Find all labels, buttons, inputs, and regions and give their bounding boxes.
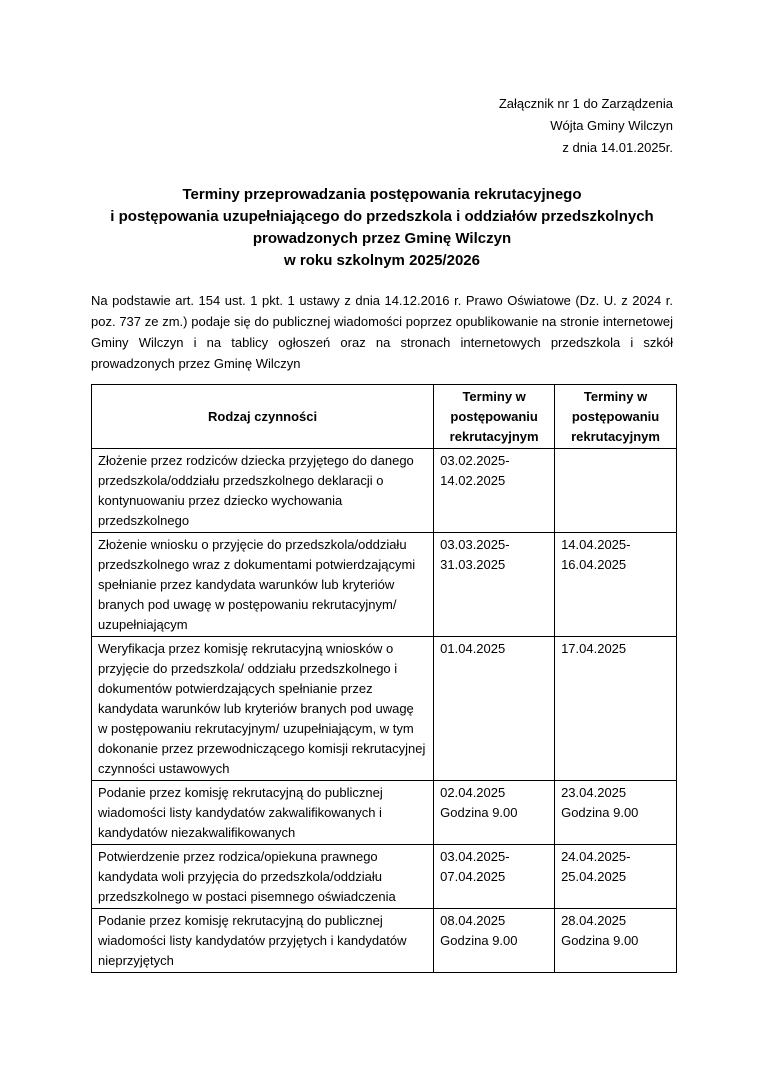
cell-line: Złożenie wniosku o przyjęcie do przedszkola/oddziału [98,537,407,552]
cell-line: 03.04.2025- [440,849,510,864]
header-activity: Rodzaj czynności [92,385,434,449]
cell-line: uzupełniającym [98,617,188,632]
cell-recruitment-date [434,781,555,845]
cell-line: 17.04.2025 [561,641,627,656]
cell-line: 07.04.2025 [440,869,506,884]
table-body [92,449,677,973]
header-line: Terminy w [462,389,526,404]
cell-line: 28.04.2025 [561,913,627,928]
cell-recruitment-date [434,449,555,533]
table-row [92,781,677,845]
cell-line: 23.04.2025 [561,785,627,800]
header-line: rekrutacyjnym [449,429,539,444]
header-recruitment [434,385,555,449]
cell-line: Podanie przez komisję rekrutacyjną do publicznej [98,785,383,800]
cell-line: 01.04.2025 [440,641,506,656]
cell-line: wiadomości listy kandydatów przyjętych i kandydatów [98,933,407,948]
cell-line: 03.02.2025- [440,453,510,468]
cell-line: spełnianie przez kandydata warunków lub kryteriów [98,577,395,592]
cell-activity [92,449,434,533]
title-line: Terminy przeprowadzania postępowania rekrutacyjnego [182,186,582,203]
cell-activity [92,781,434,845]
cell-line: branych pod uwagę w postępowaniu rekrutacyjnym/ [98,597,397,612]
cell-supplementary-date [555,909,677,973]
header-line: postępowaniu [450,409,538,424]
table-row [92,533,677,637]
document-title [0,184,764,272]
table-row [92,909,677,973]
header-line: Wójta Gminy Wilczyn [550,118,673,133]
title-line: prowadzonych przez Gminę Wilczyn [252,230,512,247]
cell-recruitment-date [434,845,555,909]
cell-line: przedszkola/oddziału przedszkolnego deklaracji o [98,473,384,488]
header-line: z dnia 14.01.2025r. [562,140,673,155]
cell-recruitment-date [434,909,555,973]
cell-line: w postępowaniu rekrutacyjnym/ uzupełniającym, w tym [98,721,414,736]
table-row [92,637,677,781]
title-line: i postępowania uzupełniającego do przedszkola i oddziałów przedszkolnych [110,208,654,225]
cell-line: 25.04.2025 [561,869,627,884]
cell-line: 02.04.2025 [440,785,506,800]
cell-activity [92,637,434,781]
cell-supplementary-date [555,533,677,637]
cell-line: 08.04.2025 [440,913,506,928]
cell-line: dokumentów potwierdzających spełnianie przez [98,681,373,696]
cell-line: 14.04.2025- [561,537,631,552]
cell-line: 16.04.2025 [561,557,627,572]
table-row [92,845,677,909]
cell-line: kandydata woli przyjęcia do przedszkola/oddziału [98,869,382,884]
intro-paragraph: Na podstawie art. 154 ust. 1 pkt. 1 ustawy z dnia 14.12.2016 r. Prawo Oświatowe (Dz. U. z 2024 r. poz. 737 ze zm.) podaje się do publicznej wiadomości poprzez opublikowanie na stronie internetowej Gminy Wilczyn i na tablicy ogłoszeń oraz na stronach internetowych przedszkola i szkół prowadzonych przez Gminę Wilczyn [91,293,673,371]
cell-line: nieprzyjętych [98,953,174,968]
cell-line: 14.02.2025 [440,473,506,488]
table-row [92,449,677,533]
cell-supplementary-date [555,781,677,845]
cell-supplementary-date [555,845,677,909]
title-line: w roku szkolnym 2025/2026 [284,252,480,269]
header-line: Terminy w [583,389,648,404]
header-line: postępowaniu [571,409,660,424]
cell-line: Potwierdzenie przez rodzica/opiekuna prawnego [98,849,378,864]
cell-activity [92,533,434,637]
cell-line: Złożenie przez rodziców dziecka przyjętego do danego [98,453,414,468]
header-supplementary [555,385,677,449]
cell-line: dokonanie przez przewodniczącego komisji rekrutacyjnej [98,741,426,756]
table-header-row [92,385,677,449]
cell-line: przedszkolnego [98,513,190,528]
cell-line: przedszkolnego wraz z dokumentami potwierdzającymi [98,557,416,572]
cell-line: 24.04.2025- [561,849,631,864]
cell-line: kandydata warunków lub kryteriów branych pod uwagę [98,701,414,716]
attachment-header [499,93,673,159]
cell-line: 03.03.2025- [440,537,510,552]
cell-line: kandydatów niezakwalifikowanych [98,825,296,840]
cell-line: Podanie przez komisję rekrutacyjną do publicznej [98,913,383,928]
cell-line: Weryfikacja przez komisję rekrutacyjną wniosków o [98,641,394,656]
cell-recruitment-date [434,637,555,781]
schedule-table [91,384,677,973]
cell-line: przedszkolnego w postaci pisemnego oświadczenia [98,889,396,904]
cell-activity [92,909,434,973]
header-line: rekrutacyjnym [571,429,660,444]
cell-line: 31.03.2025 [440,557,506,572]
cell-line: czynności ustawowych [98,761,230,776]
cell-line: Godzina 9.00 [561,805,639,820]
cell-line: przyjęcie do przedszkola/ oddziału przedszkolnego i [98,661,398,676]
cell-supplementary-date [555,637,677,781]
cell-activity [92,845,434,909]
cell-line: kontynuowaniu przez dziecko wychowania [98,493,343,508]
cell-line: Godzina 9.00 [440,805,518,820]
cell-line: Godzina 9.00 [440,933,518,948]
cell-line: Godzina 9.00 [561,933,639,948]
header-line: Załącznik nr 1 do Zarządzenia [498,96,673,111]
cell-supplementary-date [555,449,677,533]
cell-recruitment-date [434,533,555,637]
cell-line: wiadomości listy kandydatów zakwalifikowanych i [98,805,382,820]
